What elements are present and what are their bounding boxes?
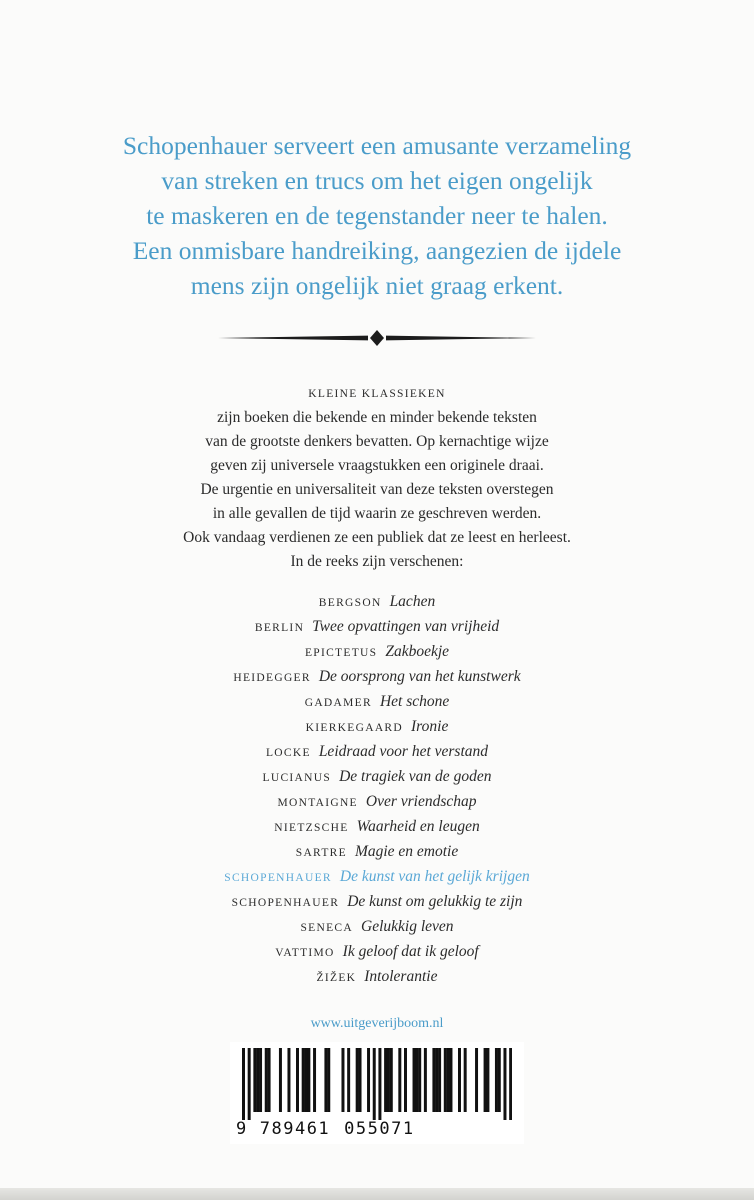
barcode-bar	[313, 1048, 316, 1112]
isbn-group-1: 789461	[259, 1119, 331, 1139]
blurb-line: mens zijn ongelijk niet graag erkent.	[190, 271, 564, 300]
book-title: Over vriendschap	[365, 793, 477, 810]
barcode-bar	[324, 1048, 327, 1112]
barcode-bar	[256, 1048, 259, 1112]
book-entry	[77, 915, 677, 940]
book-title: De kunst om gelukkig te zijn	[347, 893, 523, 910]
book-entry	[77, 815, 677, 840]
barcode-bar	[341, 1048, 344, 1112]
barcode-bar	[268, 1048, 271, 1112]
blurb-line: van streken en trucs om het eigen ongelijk	[161, 166, 593, 195]
barcode-bar	[435, 1048, 438, 1112]
book-entry	[77, 640, 677, 665]
barcode-bar	[387, 1048, 390, 1112]
book-author: BERLIN	[254, 622, 305, 634]
barcode-bar	[438, 1048, 441, 1112]
book-entry	[77, 740, 677, 765]
series-line: In de reeks zijn verschenen:	[290, 553, 464, 570]
book-author: NIETZSCHE	[274, 822, 349, 834]
series-line: Ook vandaag verdienen ze een publiek dat ze leest en herleest.	[183, 529, 571, 546]
book-author: SARTRE	[295, 847, 347, 859]
barcode-bar	[498, 1048, 501, 1112]
series-line: van de grootste denkers bevatten. Op kernachtige wijze	[205, 433, 549, 450]
barcode-bar	[378, 1048, 381, 1120]
book-author: BERGSON	[318, 597, 382, 609]
book-title: Ironie	[411, 718, 449, 735]
book-author: HEIDEGGER	[233, 672, 311, 684]
barcode-bar	[259, 1048, 262, 1112]
book-author: SENECA	[300, 922, 353, 934]
blurb-line: te maskeren en de tegenstander neer te halen.	[146, 201, 608, 230]
barcode-bar	[404, 1048, 407, 1112]
book-title: Waarheid en leugen	[356, 818, 480, 835]
barcode-bar	[398, 1048, 401, 1112]
barcode-bar	[464, 1048, 467, 1112]
book-title: Lachen	[389, 593, 436, 610]
barcode-bar	[449, 1048, 452, 1112]
barcode-bar	[509, 1048, 512, 1120]
book-list	[77, 590, 677, 990]
book-entry	[77, 840, 677, 865]
barcode-bar	[265, 1048, 268, 1112]
book-entry	[77, 690, 677, 715]
barcode-bar	[458, 1048, 461, 1112]
book-entry	[77, 940, 677, 965]
barcode-bar	[307, 1048, 310, 1112]
barcode-bar	[367, 1048, 370, 1112]
book-author: MONTAIGNE	[277, 797, 358, 809]
barcode-bar	[418, 1048, 421, 1112]
barcode-bar	[424, 1048, 427, 1112]
barcode-bar	[242, 1048, 245, 1120]
book-title: Intolerantie	[364, 968, 438, 985]
book-entry-current	[77, 865, 677, 890]
barcode-bar	[373, 1048, 376, 1120]
book-entry	[77, 890, 677, 915]
isbn-group-2: 055071	[344, 1119, 415, 1139]
barcode-bar	[447, 1048, 450, 1112]
barcode-bar	[248, 1048, 251, 1120]
barcode-bar	[384, 1048, 387, 1112]
book-title: Ik geloof dat ik geloof	[342, 943, 479, 960]
blurb-line: Een onmisbare handreiking, aangezien de ijdele	[132, 236, 622, 265]
barcode-bar	[415, 1048, 418, 1112]
book-author: LUCIANUS	[262, 772, 332, 784]
barcode-bar	[296, 1048, 299, 1112]
barcode-bar	[279, 1048, 282, 1112]
isbn-number	[236, 1119, 522, 1139]
series-line: in alle gevallen de tijd waarin ze geschreven werden.	[212, 505, 542, 522]
barcode-bar	[347, 1048, 350, 1112]
barcode-bar	[486, 1048, 489, 1112]
barcode-bar	[302, 1048, 305, 1112]
book-entry	[77, 615, 677, 640]
barcode-bar	[356, 1048, 359, 1112]
barcode-bar	[359, 1048, 362, 1112]
book-title: Zakboekje	[385, 643, 450, 660]
barcode-bar	[503, 1048, 506, 1120]
barcode-bar	[327, 1048, 330, 1112]
book-author: GADAMER	[304, 697, 372, 709]
series-heading: KLEINE KLASSIEKEN	[308, 388, 446, 400]
book-author: VATTIMO	[275, 947, 335, 959]
barcode-bar	[444, 1048, 447, 1112]
book-author: EPICTETUS	[304, 647, 378, 659]
book-author: ŽIŽEK	[316, 972, 357, 984]
page-bottom-edge	[0, 1188, 754, 1200]
book-title: Leidraad voor het verstand	[318, 743, 489, 760]
series-description	[77, 382, 677, 574]
barcode-bar	[432, 1048, 435, 1112]
ornament-right-arm	[386, 336, 536, 341]
book-entry	[77, 715, 677, 740]
ornament-divider	[218, 327, 536, 349]
book-title: De oorsprong van het kunstwerk	[318, 668, 521, 685]
isbn-prefix-digit: 9	[236, 1119, 248, 1139]
book-entry	[77, 665, 677, 690]
book-title: De kunst van het gelijk krijgen	[339, 868, 530, 885]
book-author: KIERKEGAARD	[305, 722, 404, 734]
barcode-bar	[287, 1048, 290, 1112]
book-title: Twee opvattingen van vrijheid	[312, 618, 500, 635]
barcode-bar	[253, 1048, 256, 1112]
book-entry	[77, 590, 677, 615]
book-title: Magie en emotie	[354, 843, 459, 860]
publisher-url[interactable]: www.uitgeverijboom.nl	[310, 1016, 444, 1031]
book-title: De tragiek van de goden	[339, 768, 492, 785]
barcode-bar	[475, 1048, 478, 1112]
series-line: De urgentie en universaliteit van deze teksten overstegen	[200, 481, 554, 498]
book-entry	[77, 965, 677, 990]
blurb	[60, 128, 694, 303]
series-line: geven zij universele vraagstukken een originele draai.	[210, 457, 544, 474]
ornament-diamond	[370, 330, 384, 346]
series-line: zijn boeken die bekende en minder bekende teksten	[217, 409, 537, 426]
barcode-bar	[413, 1048, 416, 1112]
ornament-left-arm	[218, 336, 368, 341]
book-title: Gelukkig leven	[361, 918, 454, 935]
book-title: Het schone	[379, 693, 450, 710]
blurb-line: Schopenhauer serveert een amusante verzameling	[122, 131, 632, 160]
book-author: SCHOPENHAUER	[224, 872, 332, 884]
barcode-bar	[484, 1048, 487, 1112]
book-entry	[77, 765, 677, 790]
book-author: SCHOPENHAUER	[231, 897, 340, 909]
book-entry	[77, 790, 677, 815]
barcode-bar	[305, 1048, 308, 1112]
barcode-bars	[242, 1048, 512, 1120]
barcode-bar	[390, 1048, 393, 1112]
barcode-bar	[495, 1048, 498, 1112]
book-author: LOCKE	[265, 747, 311, 759]
